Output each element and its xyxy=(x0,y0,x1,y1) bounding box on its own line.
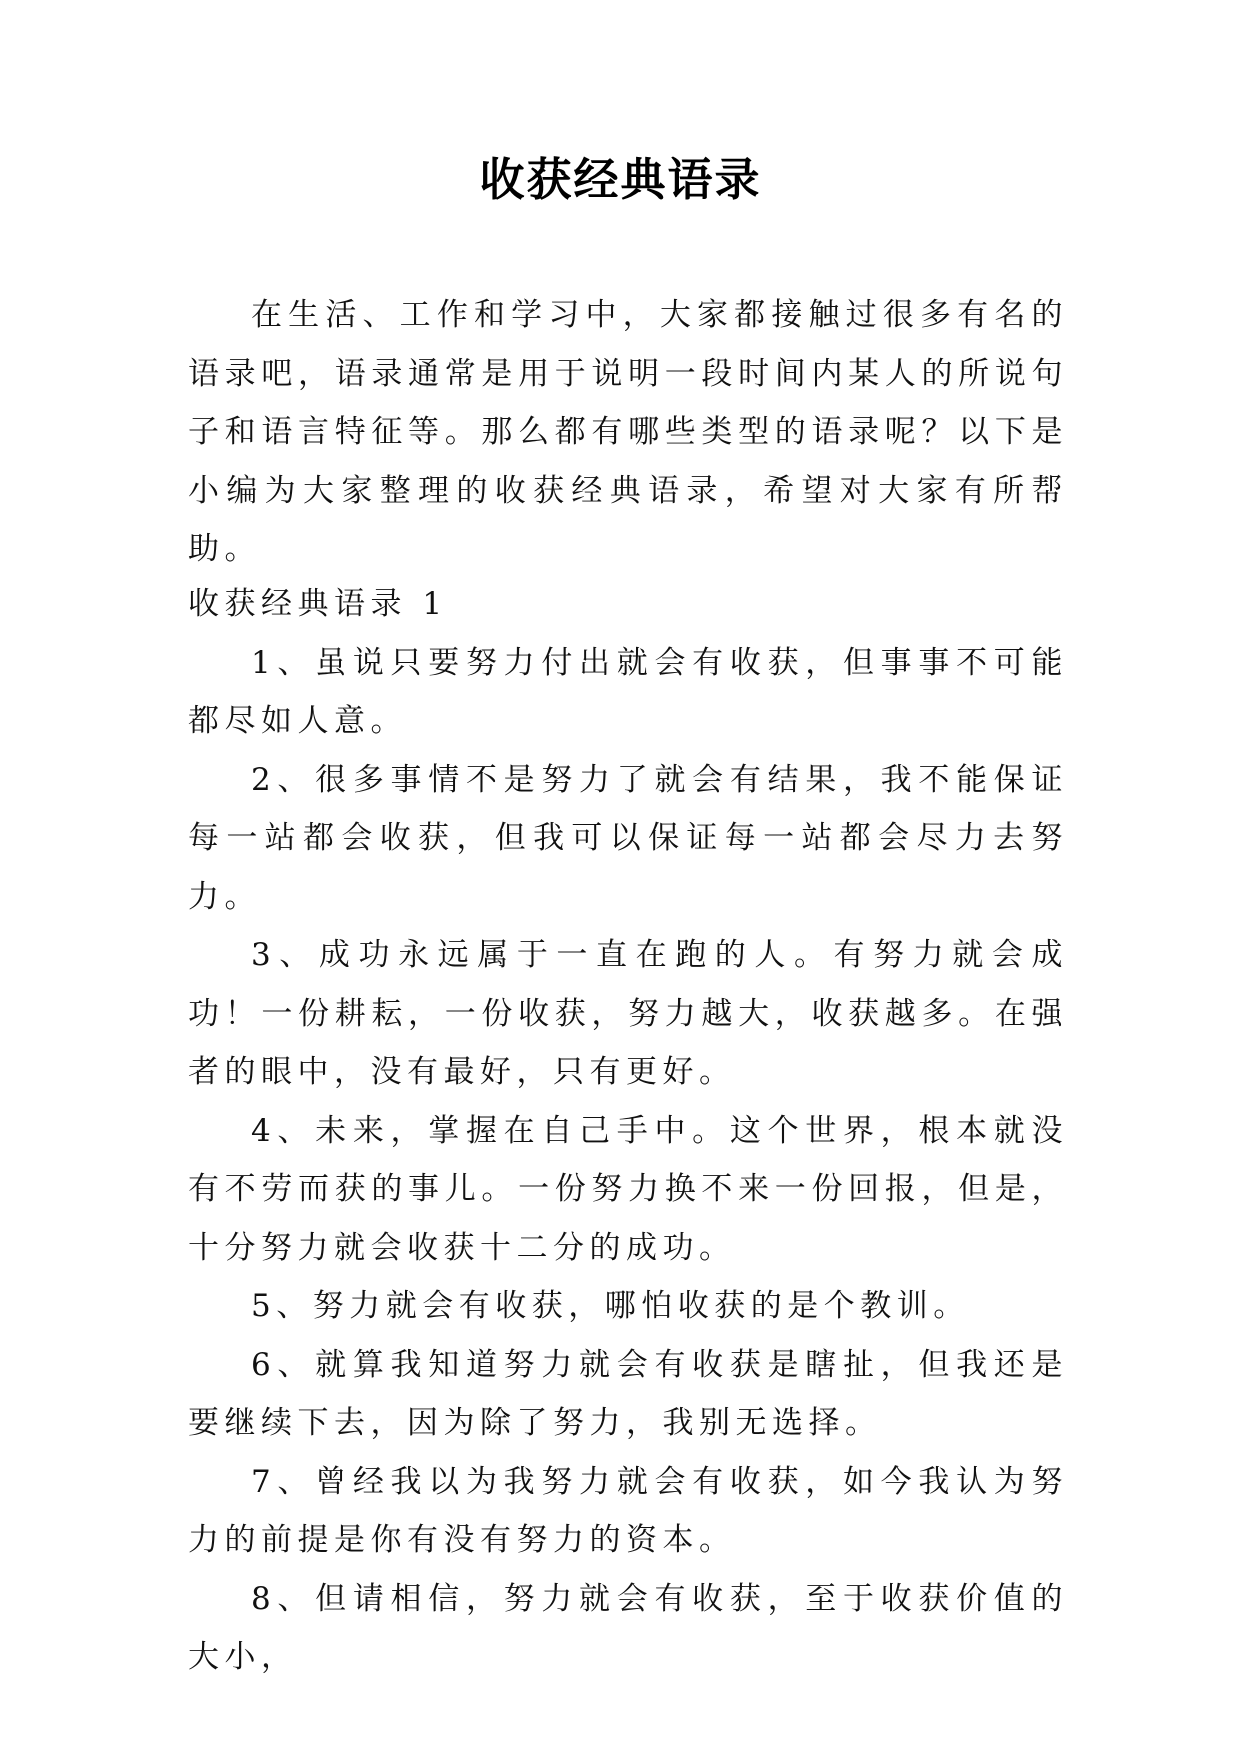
intro-paragraph: 在生活、工作和学习中，大家都接触过很多有名的语录吧，语录通常是用于说明一段时间内某人的所说句子和语言特征等。那么都有哪些类型的语录呢？以下是小编为大家整理的收获经典语录，希望对大家有所帮助。 xyxy=(188,297,1068,567)
section-heading: 收获经典语录 1 xyxy=(188,586,448,622)
quote-paragraph-7: 7、曾经我以为我努力就会有收获，如今我认为努力的前提是你有没有努力的资本。 xyxy=(188,1463,1068,1558)
quote-paragraph-5: 5、努力就会有收获，哪怕收获的是个教训。 xyxy=(251,1288,970,1324)
quote-paragraph-1: 1、虽说只要努力付出就会有收获，但事事不可能都尽如人意。 xyxy=(188,644,1068,739)
quote-paragraph-2: 2、很多事情不是努力了就会有结果，我不能保证每一站都会收获，但我可以保证每一站都会尽力去努力。 xyxy=(188,761,1068,915)
intro-block xyxy=(188,286,1068,579)
quote-paragraph-3: 3、成功永远属于一直在跑的人。有努力就会成功！一份耕耘，一份收获，努力越大，收获越多。在强者的眼中，没有最好，只有更好。 xyxy=(188,937,1068,1090)
quotes-section xyxy=(188,575,1068,1687)
quote-paragraph-6: 6、就算我知道努力就会有收获是瞎扯，但我还是要继续下去，因为除了努力，我别无选择。 xyxy=(188,1346,1068,1441)
quote-paragraph-4: 4、未来，掌握在自己手中。这个世界，根本就没有不劳而获的事儿。一份努力换不来一份回报，但是，十分努力就会收获十二分的成功。 xyxy=(188,1112,1068,1266)
document-title: 收获经典语录 xyxy=(479,153,762,206)
quote-paragraph-8: 8、但请相信，努力就会有收获，至于收获价值的大小， xyxy=(188,1580,1068,1675)
